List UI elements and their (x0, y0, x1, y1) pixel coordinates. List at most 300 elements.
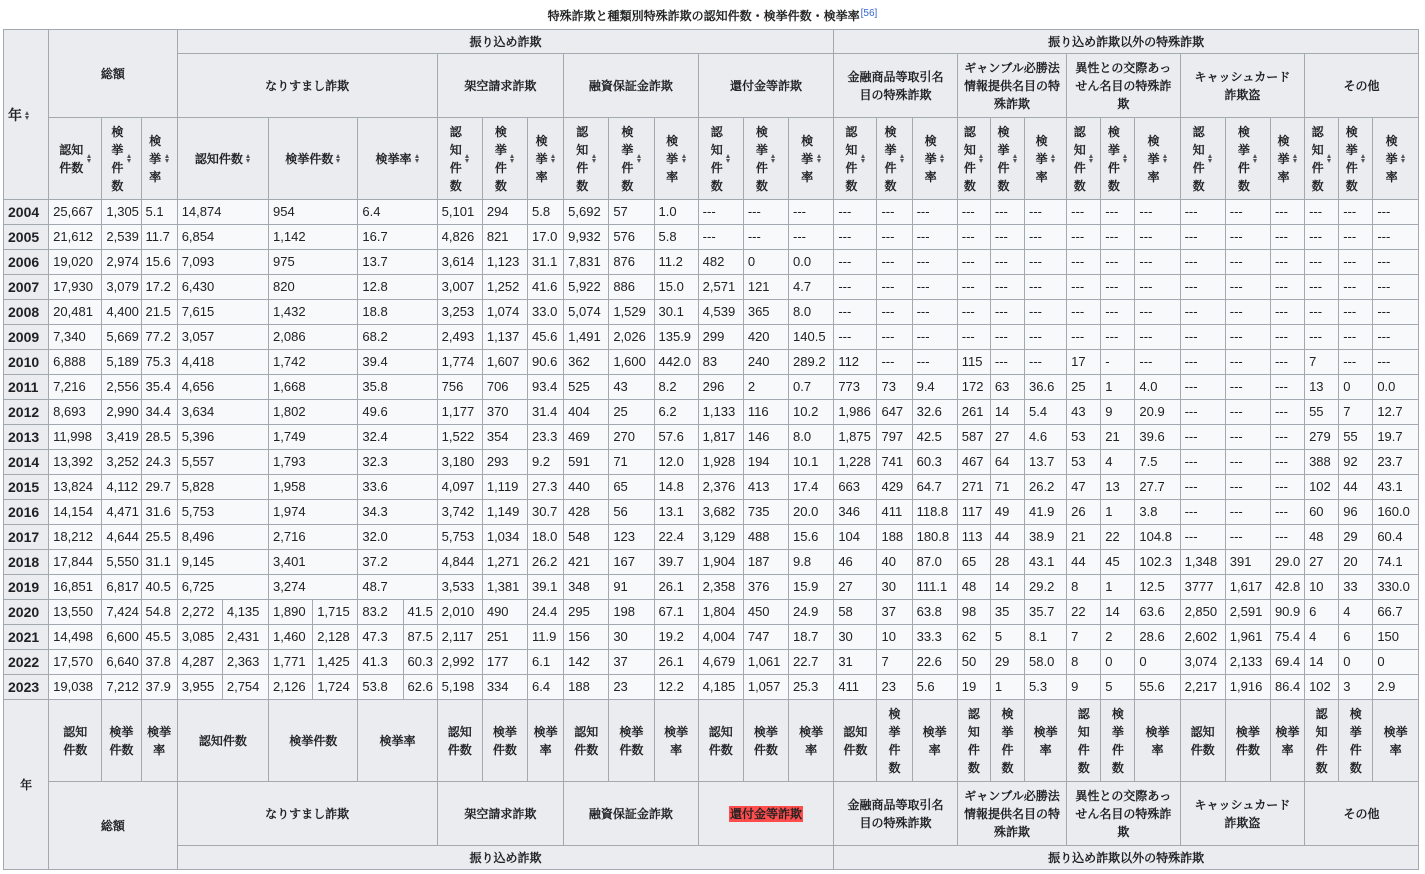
kinyu-rate-column-footer: 検挙率 (912, 700, 957, 782)
kanpu-ninchi-column-footer: 認知件数 (698, 700, 743, 782)
sonota-kenkyo-column-header[interactable]: 検挙件数 (1339, 118, 1373, 200)
table-cell: 14 (990, 575, 1024, 600)
table-cell: --- (1373, 275, 1419, 300)
table-cell: 9 (1101, 400, 1135, 425)
table-cell: --- (957, 325, 990, 350)
table-cell: 118.8 (912, 500, 957, 525)
kinyu-kenkyo-column-header[interactable]: 検挙件数 (877, 118, 912, 200)
table-cell: --- (1101, 225, 1135, 250)
table-cell: 64.7 (912, 475, 957, 500)
table-cell: 146 (743, 425, 788, 450)
gamble-ninchi-column-header[interactable]: 認知件数 (957, 118, 990, 200)
table-cell: --- (990, 275, 1024, 300)
table-cell: 37.9 (141, 675, 177, 700)
table-cell: --- (1270, 350, 1304, 375)
table-cell: --- (834, 200, 877, 225)
table-cell: --- (1225, 525, 1270, 550)
table-cell: --- (1025, 350, 1067, 375)
table-cell: 9,932 (564, 225, 609, 250)
table-cell: 14 (1101, 600, 1135, 625)
table-cell: 31 (834, 650, 877, 675)
table-cell: --- (1180, 500, 1225, 525)
furikomi-header: 振り込め詐欺 (177, 30, 834, 54)
table-cell: 4,679 (698, 650, 743, 675)
table-cell: 44 (990, 525, 1024, 550)
table-cell: 3 (1339, 675, 1373, 700)
table-cell: --- (1067, 275, 1101, 300)
table-cell: 48.7 (358, 575, 437, 600)
table-cell: 48 (957, 575, 990, 600)
table-cell: 198 (609, 600, 654, 625)
yushi-ninchi-column-footer: 認知件数 (564, 700, 609, 782)
card-kenkyo-column-header[interactable]: 検挙件数 (1225, 118, 1270, 200)
table-cell: 6,725 (177, 575, 268, 600)
table-cell: 7,615 (177, 300, 268, 325)
table-cell: 55.6 (1135, 675, 1180, 700)
table-cell: 1 (1101, 500, 1135, 525)
table-cell: 428 (564, 500, 609, 525)
table-cell: 1,771 (269, 650, 313, 675)
table-cell: 2 (1101, 625, 1135, 650)
table-cell: --- (1180, 350, 1225, 375)
table-row (4, 200, 1419, 225)
table-cell: --- (834, 325, 877, 350)
table-cell: 156 (564, 625, 609, 650)
table-cell: 7 (877, 650, 912, 675)
sort-icon (415, 154, 420, 163)
table-cell: 2,716 (269, 525, 358, 550)
table-cell: 376 (743, 575, 788, 600)
table-cell: --- (1225, 425, 1270, 450)
table-cell: --- (1339, 325, 1373, 350)
table-cell: 1,749 (269, 425, 358, 450)
table-cell: --- (877, 225, 912, 250)
table-cell: 4,185 (698, 675, 743, 700)
table-cell: 28.6 (1135, 625, 1180, 650)
table-cell: --- (1373, 325, 1419, 350)
table-cell: 140.5 (789, 325, 834, 350)
table-cell: 1,137 (482, 325, 527, 350)
table-cell: 37 (609, 650, 654, 675)
table-cell: 160.0 (1373, 500, 1419, 525)
kanpu-rate-column-header[interactable]: 検挙率 (789, 118, 834, 200)
table-cell: --- (834, 225, 877, 250)
table-cell: 58 (834, 600, 877, 625)
table-cell: 37.2 (358, 550, 437, 575)
table-cell: --- (990, 325, 1024, 350)
table-cell: --- (912, 350, 957, 375)
row-year: 2008 (4, 300, 49, 325)
table-cell: 96 (1339, 500, 1373, 525)
table-cell: 33.0 (528, 300, 564, 325)
sonota-ninchi-column-header[interactable]: 認知件数 (1305, 118, 1339, 200)
card-kenkyo-column-footer: 検挙件数 (1225, 700, 1270, 782)
table-cell: 66.7 (1373, 600, 1419, 625)
table-cell: 1,177 (437, 400, 482, 425)
kaku-ninchi-column-header[interactable]: 認知件数 (437, 118, 482, 200)
table-cell: 5.8 (528, 200, 564, 225)
table-cell: 83.2 (358, 600, 403, 625)
isei-kenkyo-column-header[interactable]: 検挙件数 (1101, 118, 1135, 200)
table-cell: --- (1339, 275, 1373, 300)
table-cell: 1,904 (698, 550, 743, 575)
row-year: 2021 (4, 625, 49, 650)
table-cell: 177 (482, 650, 527, 675)
table-cell: 39.7 (654, 550, 698, 575)
row-year: 2006 (4, 250, 49, 275)
table-cell: --- (1225, 225, 1270, 250)
table-cell: 32.4 (358, 425, 437, 450)
table-cell: 15.9 (789, 575, 834, 600)
sonota-kenkyo-column-footer: 検挙件数 (1339, 700, 1373, 782)
table-cell: --- (1025, 200, 1067, 225)
table-cell: 7 (1305, 350, 1339, 375)
year-column-header[interactable]: 年 (4, 30, 49, 200)
table-row (4, 400, 1419, 425)
table-cell: 73 (877, 375, 912, 400)
table-cell: 5,557 (177, 450, 268, 475)
table-cell: 44 (1339, 475, 1373, 500)
table-cell: 60.3 (912, 450, 957, 475)
table-cell: 294 (482, 200, 527, 225)
table-cell: 27 (834, 575, 877, 600)
furikomi-footer: 振り込め詐欺 (177, 846, 834, 870)
table-row (4, 275, 1419, 300)
fraud-statistics-table (3, 29, 1419, 870)
table-cell: --- (1270, 425, 1304, 450)
table-cell: 18.8 (358, 300, 437, 325)
table-cell: 1.0 (654, 200, 698, 225)
sort-icon (336, 154, 341, 163)
table-cell: 16,851 (49, 575, 102, 600)
table-cell: 289.2 (789, 350, 834, 375)
table-cell: 19,020 (49, 250, 102, 275)
table-cell: --- (1225, 350, 1270, 375)
table-cell: 1,522 (437, 425, 482, 450)
table-cell: 954 (269, 200, 358, 225)
table-cell: --- (1225, 250, 1270, 275)
table-cell: 21 (1067, 525, 1101, 550)
table-cell: --- (1270, 400, 1304, 425)
sort-icon (817, 154, 822, 163)
table-cell: 2,133 (1225, 650, 1270, 675)
table-cell: 2,754 (222, 675, 268, 700)
table-cell: 8.0 (789, 300, 834, 325)
table-cell: 3,057 (177, 325, 268, 350)
table-cell: 4,097 (437, 475, 482, 500)
table-cell: 450 (743, 600, 788, 625)
table-row (4, 525, 1419, 550)
table-cell: 440 (564, 475, 609, 500)
table-cell: 469 (564, 425, 609, 450)
table-cell: 747 (743, 625, 788, 650)
row-year: 2019 (4, 575, 49, 600)
table-cell: 33 (1339, 575, 1373, 600)
table-cell: --- (1225, 275, 1270, 300)
sort-icon (861, 154, 866, 163)
table-cell: 29.2 (1025, 575, 1067, 600)
table-cell: 43.1 (1373, 475, 1419, 500)
total-rate-column-header[interactable]: 検挙率 (141, 118, 177, 200)
narisumashi-rate-column-header[interactable]: 検挙率 (358, 118, 437, 200)
table-cell: 346 (834, 500, 877, 525)
table-cell: 525 (564, 375, 609, 400)
kanpu-kenkyo-column-header[interactable]: 検挙件数 (743, 118, 788, 200)
table-cell: 735 (743, 500, 788, 525)
table-cell: --- (1135, 325, 1180, 350)
table-cell: 706 (482, 375, 527, 400)
table-cell: 0.0 (1373, 375, 1419, 400)
table-cell: 29 (990, 650, 1024, 675)
sort-icon (979, 154, 984, 163)
table-cell: 11.2 (654, 250, 698, 275)
table-cell: 1 (1101, 375, 1135, 400)
table-cell: --- (1180, 300, 1225, 325)
gamble-header: ギャンブル必勝法情報提供名目の特殊詐欺 (957, 54, 1066, 118)
sort-icon (1013, 154, 1018, 163)
table-cell: --- (1180, 425, 1225, 450)
table-cell: 112 (834, 350, 877, 375)
kanpu-ninchi-column-header[interactable]: 認知件数 (698, 118, 743, 200)
table-cell: 22.7 (789, 650, 834, 675)
table-cell: 29 (1339, 525, 1373, 550)
table-cell: 172 (957, 375, 990, 400)
table-cell: 20 (1339, 550, 1373, 575)
yushi-rate-column-footer: 検挙率 (654, 700, 698, 782)
table-cell: 2.9 (1373, 675, 1419, 700)
table-cell: 4,287 (177, 650, 222, 675)
table-cell: 102.3 (1135, 550, 1180, 575)
table-cell: 53 (1067, 450, 1101, 475)
table-cell: 7,216 (49, 375, 102, 400)
table-cell: --- (1270, 450, 1304, 475)
table-cell: 35 (990, 600, 1024, 625)
table-cell: 6,854 (177, 225, 268, 250)
table-cell: 1,600 (609, 350, 654, 375)
table-cell: 35.8 (358, 375, 437, 400)
table-cell: 43.1 (1025, 550, 1067, 575)
table-cell: 1,617 (1225, 575, 1270, 600)
table-cell: --- (1135, 275, 1180, 300)
kinyu-rate-column-header[interactable]: 検挙率 (912, 118, 957, 200)
kinyu-kenkyo-column-footer: 検挙件数 (877, 700, 912, 782)
table-cell: 91 (609, 575, 654, 600)
kaku-header: 架空請求詐欺 (437, 54, 563, 118)
table-cell: 1,432 (269, 300, 358, 325)
table-cell: 1,958 (269, 475, 358, 500)
table-cell: 6.4 (358, 200, 437, 225)
table-cell: 121 (743, 275, 788, 300)
table-cell: 5,550 (102, 550, 141, 575)
table-cell: 56 (609, 500, 654, 525)
table-cell: 429 (877, 475, 912, 500)
table-cell: 886 (609, 275, 654, 300)
table-cell: 53 (1067, 425, 1101, 450)
table-cell: 821 (482, 225, 527, 250)
table-cell: 18.0 (528, 525, 564, 550)
table-cell: 2,602 (1180, 625, 1225, 650)
table-cell: 57.6 (654, 425, 698, 450)
table-cell: --- (1101, 200, 1135, 225)
table-cell: 22 (1067, 600, 1101, 625)
table-row (4, 325, 1419, 350)
table-cell: --- (1373, 200, 1419, 225)
table-cell: 3,614 (437, 250, 482, 275)
table-cell: --- (1180, 325, 1225, 350)
total-kenkyo-column-header[interactable]: 検挙件数 (102, 118, 141, 200)
table-cell: 8.0 (789, 425, 834, 450)
table-row (4, 625, 1419, 650)
table-cell: 21.5 (141, 300, 177, 325)
kaku-kenkyo-column-header[interactable]: 検挙件数 (482, 118, 527, 200)
yushi-kenkyo-column-header[interactable]: 検挙件数 (609, 118, 654, 200)
table-cell: 5,828 (177, 475, 268, 500)
narisumashi-footer: なりすまし詐欺 (177, 782, 437, 846)
table-cell: --- (1025, 225, 1067, 250)
table-cell: 1,133 (698, 400, 743, 425)
row-year: 2004 (4, 200, 49, 225)
table-cell: --- (1373, 350, 1419, 375)
table-cell: --- (1067, 250, 1101, 275)
table-cell: 14,874 (177, 200, 268, 225)
table-cell: --- (1339, 225, 1373, 250)
table-cell: --- (877, 300, 912, 325)
sort-icon (1208, 154, 1213, 163)
table-cell: 8,693 (49, 400, 102, 425)
table-cell: 37 (877, 600, 912, 625)
table-cell: 45 (1101, 550, 1135, 575)
kinyu-ninchi-column-header[interactable]: 認知件数 (834, 118, 877, 200)
table-cell: --- (743, 200, 788, 225)
table-row (4, 550, 1419, 575)
sort-icon (127, 154, 132, 163)
isei-ninchi-column-header[interactable]: 認知件数 (1067, 118, 1101, 200)
table-cell: 293 (482, 450, 527, 475)
table-cell: --- (1135, 250, 1180, 275)
citation-link[interactable]: [56] (860, 8, 878, 19)
table-cell: 4 (1305, 625, 1339, 650)
table-cell: --- (1373, 250, 1419, 275)
table-cell: 370 (482, 400, 527, 425)
total-ninchi-column-footer: 認知件数 (49, 700, 102, 782)
table-cell: 44 (1067, 550, 1101, 575)
sonota-header: その他 (1305, 54, 1419, 118)
table-cell: 17.0 (528, 225, 564, 250)
table-cell: 2,556 (102, 375, 141, 400)
sonota-rate-column-header[interactable]: 検挙率 (1373, 118, 1419, 200)
table-cell: 86.4 (1270, 675, 1304, 700)
narisumashi-ninchi-column-header[interactable]: 認知件数 (177, 118, 268, 200)
table-cell: 135.9 (654, 325, 698, 350)
yushi-rate-column-header[interactable]: 検挙率 (654, 118, 698, 200)
table-cell: 75.3 (141, 350, 177, 375)
table-cell: --- (834, 275, 877, 300)
table-cell: 26 (1067, 500, 1101, 525)
table-cell: 7.5 (1135, 450, 1180, 475)
card-footer: キャッシュカード詐欺盗 (1180, 782, 1304, 846)
sort-icon (940, 154, 945, 163)
table-cell: 19 (957, 675, 990, 700)
isei-kenkyo-column-footer: 検挙件数 (1101, 700, 1135, 782)
card-rate-column-header[interactable]: 検挙率 (1270, 118, 1304, 200)
table-cell: 43 (609, 375, 654, 400)
total-kenkyo-column-footer: 検挙件数 (102, 700, 141, 782)
table-cell: 2,539 (102, 225, 141, 250)
table-cell: 5.3 (1025, 675, 1067, 700)
table-cell: 1,607 (482, 350, 527, 375)
table-cell: --- (1225, 200, 1270, 225)
table-row (4, 575, 1419, 600)
table-cell: 71 (609, 450, 654, 475)
table-cell: 40.5 (141, 575, 177, 600)
table-cell: --- (877, 200, 912, 225)
table-cell: 13,550 (49, 600, 102, 625)
table-cell: 3,180 (437, 450, 482, 475)
table-cell: 1,034 (482, 525, 527, 550)
table-cell: 2,990 (102, 400, 141, 425)
table-cell: 24.3 (141, 450, 177, 475)
total-ninchi-column-header[interactable]: 認知件数 (49, 118, 102, 200)
sort-icon (637, 154, 642, 163)
caption-title: 特殊詐欺と種類別特殊詐欺の認知件数・検挙件数・検挙率 (547, 9, 860, 23)
table-cell: 4.6 (1025, 425, 1067, 450)
table-cell: --- (912, 225, 957, 250)
table-cell: - (1101, 350, 1135, 375)
table-cell: 4.7 (789, 275, 834, 300)
table-cell: --- (1339, 200, 1373, 225)
table-cell: 14,498 (49, 625, 102, 650)
table-cell: 271 (957, 475, 990, 500)
row-year: 2018 (4, 550, 49, 575)
table-cell: 7,212 (102, 675, 141, 700)
table-cell: --- (1180, 525, 1225, 550)
card-ninchi-column-header[interactable]: 認知件数 (1180, 118, 1225, 200)
table-cell: 180.8 (912, 525, 957, 550)
table-cell: 240 (743, 350, 788, 375)
table-cell: 19,038 (49, 675, 102, 700)
table-cell: 6.2 (654, 400, 698, 425)
table-cell: 10.2 (789, 400, 834, 425)
table-cell: 2,217 (1180, 675, 1225, 700)
kaku-rate-column-header[interactable]: 検挙率 (528, 118, 564, 200)
table-cell: 54.8 (141, 600, 177, 625)
table-cell: 142 (564, 650, 609, 675)
table-cell: 194 (743, 450, 788, 475)
isei-rate-column-header[interactable]: 検挙率 (1135, 118, 1180, 200)
table-cell: 14 (1305, 650, 1339, 675)
narisumashi-kenkyo-column-header[interactable]: 検挙件数 (269, 118, 358, 200)
table-cell: 3,742 (437, 500, 482, 525)
table-cell: 4,656 (177, 375, 268, 400)
table-cell: 5.8 (654, 225, 698, 250)
gamble-kenkyo-column-header[interactable]: 検挙件数 (990, 118, 1024, 200)
sort-icon (1361, 154, 1366, 163)
table-cell: 167 (609, 550, 654, 575)
table-cell: 2,850 (1180, 600, 1225, 625)
gamble-rate-column-header[interactable]: 検挙率 (1025, 118, 1067, 200)
row-year: 2007 (4, 275, 49, 300)
table-cell: 187 (743, 550, 788, 575)
yushi-ninchi-column-header[interactable]: 認知件数 (564, 118, 609, 200)
table-cell: --- (1180, 475, 1225, 500)
sort-icon (25, 111, 30, 120)
table-cell: 62 (957, 625, 990, 650)
table-cell: 1,774 (437, 350, 482, 375)
table-cell: 3,682 (698, 500, 743, 525)
table-cell: 55 (1339, 425, 1373, 450)
table-cell: 773 (834, 375, 877, 400)
table-cell: --- (957, 300, 990, 325)
